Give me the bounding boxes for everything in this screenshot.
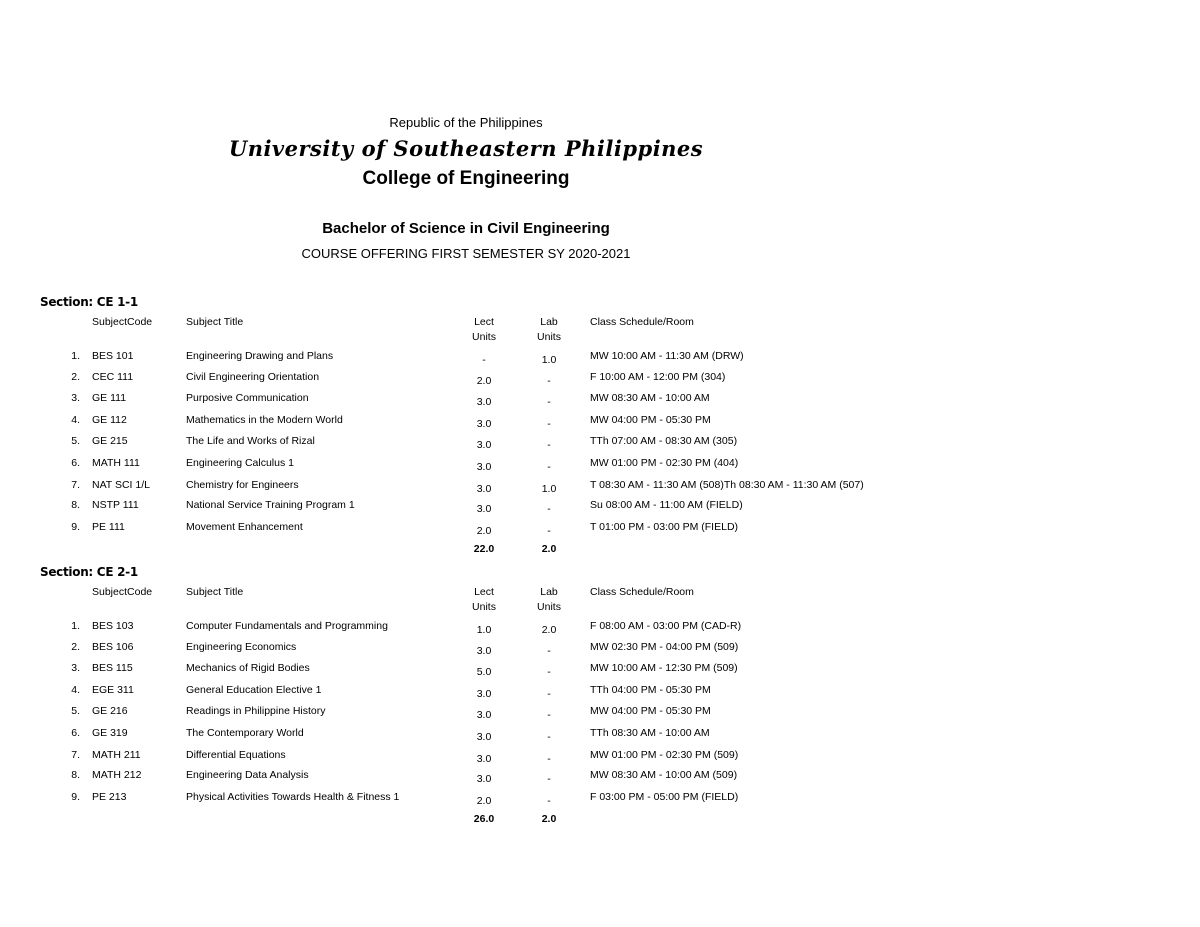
table-row bbox=[0, 521, 1200, 542]
row-number: 1. bbox=[71, 620, 80, 632]
subject-title: General Education Elective 1 bbox=[186, 684, 322, 696]
lab-units: - bbox=[547, 396, 551, 408]
row-number: 9. bbox=[71, 521, 80, 533]
row-number: 4. bbox=[71, 414, 80, 426]
subject-code: BES 106 bbox=[92, 641, 134, 653]
table-row bbox=[0, 749, 1200, 770]
class-schedule: MW 02:30 PM - 04:00 PM (509) bbox=[590, 641, 739, 653]
row-number: 2. bbox=[71, 371, 80, 383]
row-number: 6. bbox=[71, 457, 80, 469]
lecture-units: 3.0 bbox=[476, 396, 492, 408]
table-row bbox=[0, 414, 1200, 435]
column-header-lab: Lab bbox=[540, 586, 558, 598]
column-header-title: Subject Title bbox=[186, 586, 244, 598]
row-number: 2. bbox=[71, 641, 80, 653]
table-row bbox=[0, 705, 1200, 726]
lecture-units: 3.0 bbox=[476, 731, 492, 743]
table-row bbox=[0, 662, 1200, 683]
subject-title: Computer Fundamentals and Programming bbox=[186, 620, 388, 632]
class-schedule: MW 04:00 PM - 05:30 PM bbox=[590, 414, 711, 426]
table-row bbox=[0, 435, 1200, 456]
lab-units: - bbox=[547, 461, 551, 473]
lab-units: - bbox=[547, 418, 551, 430]
subject-title: Chemistry for Engineers bbox=[186, 479, 299, 491]
lab-units: - bbox=[547, 375, 551, 387]
subject-title: Movement Enhancement bbox=[186, 521, 303, 533]
table-row bbox=[0, 620, 1200, 641]
lecture-units: 3.0 bbox=[476, 418, 492, 430]
lecture-units: 3.0 bbox=[476, 483, 492, 495]
subject-code: MATH 212 bbox=[92, 769, 142, 781]
lecture-units: 3.0 bbox=[476, 439, 492, 451]
subject-code: GE 319 bbox=[92, 727, 128, 739]
row-number: 1. bbox=[71, 350, 80, 362]
subject-code: CEC 111 bbox=[92, 371, 134, 383]
row-number: 8. bbox=[71, 769, 80, 781]
class-schedule: MW 10:00 AM - 11:30 AM (DRW) bbox=[590, 350, 744, 362]
subject-code: NAT SCI 1/L bbox=[92, 479, 150, 491]
republic-heading: Republic of the Philippines bbox=[389, 115, 543, 130]
subject-title: Differential Equations bbox=[186, 749, 286, 761]
table-row bbox=[0, 371, 1200, 392]
total-lecture-units: 22.0 bbox=[473, 543, 495, 555]
table-row bbox=[0, 769, 1200, 790]
subject-title: National Service Training Program 1 bbox=[186, 499, 355, 511]
column-header-schedule: Class Schedule/Room bbox=[590, 586, 694, 598]
table-row bbox=[0, 727, 1200, 748]
column-header-schedule: Class Schedule/Room bbox=[590, 316, 694, 328]
lecture-units: 2.0 bbox=[476, 795, 492, 807]
column-header-lect-units: Units bbox=[472, 601, 496, 613]
subject-title: Engineering Data Analysis bbox=[186, 769, 309, 781]
lab-units: 1.0 bbox=[541, 354, 557, 366]
subject-title: Purposive Communication bbox=[186, 392, 309, 404]
lecture-units: 3.0 bbox=[476, 753, 492, 765]
lab-units: - bbox=[547, 731, 551, 743]
row-number: 3. bbox=[71, 662, 80, 674]
row-number: 9. bbox=[71, 791, 80, 803]
row-number: 3. bbox=[71, 392, 80, 404]
column-header-code: SubjectCode bbox=[92, 586, 153, 598]
class-schedule: MW 04:00 PM - 05:30 PM bbox=[590, 705, 711, 717]
subject-code: BES 101 bbox=[92, 350, 134, 362]
section-label: Section: CE 1-1 bbox=[40, 295, 138, 309]
subject-title: Engineering Economics bbox=[186, 641, 297, 653]
class-schedule: MW 01:00 PM - 02:30 PM (509) bbox=[590, 749, 739, 761]
total-lab-units: 2.0 bbox=[541, 813, 557, 825]
subject-title: The Contemporary World bbox=[186, 727, 304, 739]
class-schedule: MW 08:30 AM - 10:00 AM (509) bbox=[590, 769, 738, 781]
subject-code: PE 111 bbox=[92, 521, 125, 533]
class-schedule: T 01:00 PM - 03:00 PM (FIELD) bbox=[590, 521, 739, 533]
column-header-code: SubjectCode bbox=[92, 316, 153, 328]
university-name: University of Southeastern Philippines bbox=[228, 136, 704, 161]
class-schedule: Su 08:00 AM - 11:00 AM (FIELD) bbox=[590, 499, 743, 511]
college-name: College of Engineering bbox=[362, 168, 570, 189]
program-title: Bachelor of Science in Civil Engineering bbox=[322, 220, 610, 237]
section-label: Section: CE 2-1 bbox=[40, 565, 138, 579]
subject-title: Engineering Calculus 1 bbox=[186, 457, 294, 469]
column-header-lab-units: Units bbox=[537, 601, 561, 613]
lab-units: - bbox=[547, 525, 551, 537]
lecture-units: 2.0 bbox=[476, 525, 492, 537]
row-number: 7. bbox=[71, 479, 80, 491]
lab-units: - bbox=[547, 688, 551, 700]
column-header-title: Subject Title bbox=[186, 316, 244, 328]
lecture-units: 3.0 bbox=[476, 688, 492, 700]
subject-code: GE 111 bbox=[92, 392, 127, 404]
lecture-units: 3.0 bbox=[476, 461, 492, 473]
lecture-units: 2.0 bbox=[476, 375, 492, 387]
subject-title: The Life and Works of Rizal bbox=[186, 435, 315, 447]
lecture-units: 3.0 bbox=[476, 645, 492, 657]
subject-code: BES 103 bbox=[92, 620, 134, 632]
column-header-lab-units: Units bbox=[537, 331, 561, 343]
table-row bbox=[0, 499, 1200, 520]
row-number: 6. bbox=[71, 727, 80, 739]
lecture-units: - bbox=[482, 354, 486, 366]
table-row bbox=[0, 641, 1200, 662]
row-number: 4. bbox=[71, 684, 80, 696]
row-number: 5. bbox=[71, 705, 80, 717]
subject-title: Readings in Philippine History bbox=[186, 705, 326, 717]
subject-code: GE 215 bbox=[92, 435, 128, 447]
column-header-lect-units: Units bbox=[472, 331, 496, 343]
lab-units: - bbox=[547, 439, 551, 451]
lecture-units: 3.0 bbox=[476, 503, 492, 515]
class-schedule: T 08:30 AM - 11:30 AM (508)Th 08:30 AM - 11:30 AM (507) bbox=[590, 479, 864, 491]
class-schedule: F 08:00 AM - 03:00 PM (CAD-R) bbox=[590, 620, 742, 632]
subject-code: MATH 111 bbox=[92, 457, 140, 469]
lab-units: - bbox=[547, 666, 551, 678]
lab-units: - bbox=[547, 795, 551, 807]
lab-units: - bbox=[547, 709, 551, 721]
class-schedule: F 03:00 PM - 05:00 PM (FIELD) bbox=[590, 791, 739, 803]
lab-units: 2.0 bbox=[541, 624, 557, 636]
class-schedule: TTh 07:00 AM - 08:30 AM (305) bbox=[590, 435, 738, 447]
offering-subtitle: COURSE OFFERING FIRST SEMESTER SY 2020-2021 bbox=[301, 246, 631, 261]
lecture-units: 3.0 bbox=[476, 773, 492, 785]
row-number: 7. bbox=[71, 749, 80, 761]
table-row bbox=[0, 457, 1200, 478]
table-row bbox=[0, 350, 1200, 371]
subject-title: Mathematics in the Modern World bbox=[186, 414, 343, 426]
column-header-lect: Lect bbox=[474, 586, 494, 598]
class-schedule: F 10:00 AM - 12:00 PM (304) bbox=[590, 371, 726, 383]
subject-code: EGE 311 bbox=[92, 684, 134, 696]
subject-title: Mechanics of Rigid Bodies bbox=[186, 662, 310, 674]
column-header-lab: Lab bbox=[540, 316, 558, 328]
lecture-units: 5.0 bbox=[476, 666, 492, 678]
subject-code: PE 213 bbox=[92, 791, 127, 803]
lab-units: - bbox=[547, 503, 551, 515]
table-row bbox=[0, 392, 1200, 413]
subject-code: GE 216 bbox=[92, 705, 128, 717]
row-number: 8. bbox=[71, 499, 80, 511]
subject-code: MATH 211 bbox=[92, 749, 141, 761]
lab-units: 1.0 bbox=[541, 483, 557, 495]
total-lecture-units: 26.0 bbox=[473, 813, 495, 825]
lecture-units: 1.0 bbox=[476, 624, 492, 636]
row-number: 5. bbox=[71, 435, 80, 447]
lecture-units: 3.0 bbox=[476, 709, 492, 721]
subject-title: Civil Engineering Orientation bbox=[186, 371, 320, 383]
table-row bbox=[0, 479, 1200, 500]
table-row bbox=[0, 684, 1200, 705]
class-schedule: TTh 08:30 AM - 10:00 AM bbox=[590, 727, 710, 739]
subject-code: NSTP 111 bbox=[92, 499, 139, 511]
class-schedule: MW 10:00 AM - 12:30 PM (509) bbox=[590, 662, 738, 674]
subject-code: GE 112 bbox=[92, 414, 127, 426]
column-header-lect: Lect bbox=[474, 316, 494, 328]
class-schedule: TTh 04:00 PM - 05:30 PM bbox=[590, 684, 711, 696]
class-schedule: MW 08:30 AM - 10:00 AM bbox=[590, 392, 710, 404]
table-row bbox=[0, 791, 1200, 812]
class-schedule: MW 01:00 PM - 02:30 PM (404) bbox=[590, 457, 739, 469]
lab-units: - bbox=[547, 773, 551, 785]
lab-units: - bbox=[547, 753, 551, 765]
subject-title: Physical Activities Towards Health & Fitness 1 bbox=[186, 791, 400, 803]
subject-code: BES 115 bbox=[92, 662, 133, 674]
subject-title: Engineering Drawing and Plans bbox=[186, 350, 334, 362]
total-lab-units: 2.0 bbox=[541, 543, 557, 555]
lab-units: - bbox=[547, 645, 551, 657]
